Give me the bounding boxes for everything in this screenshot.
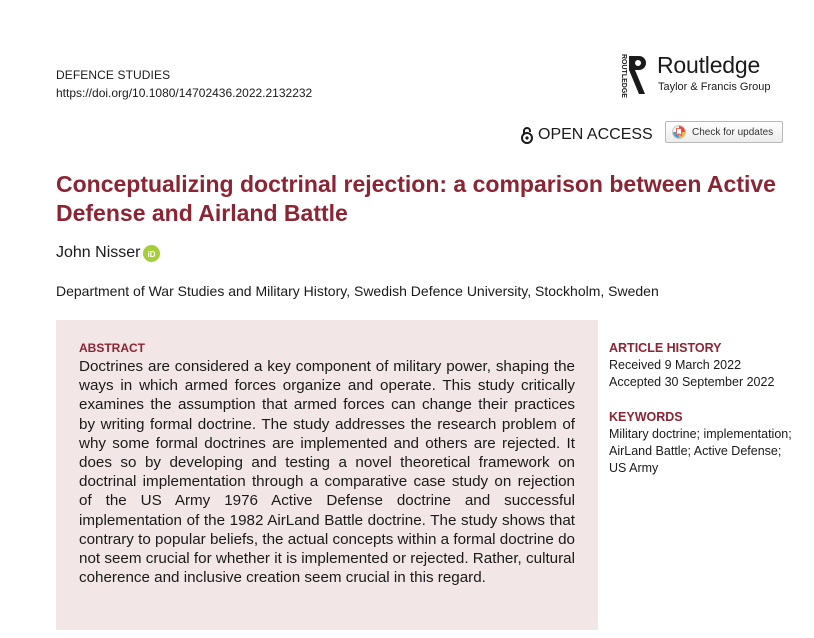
abstract-heading: ABSTRACT: [79, 341, 145, 355]
abstract-text: Doctrines are considered a key component of military power, shaping the ways in which armed forces organize and operate. This study critically examines the assumption that armed forces can change their practices by writing formal doctrine. The study addresses the research problem of why some formal doctrines are implemented and others are rejected. It does so by developing and testing a novel theoretical framework on doctrinal implementation through a comparative case study on rejection of the US Army 1976 Active Defense doctrine and successful implementation of the 1982 AirLand Battle doctrine. The study shows that contrary to popular beliefs, the actual concepts within a formal doctrine do not seem crucial for whether it is implemented or rejected. Rather, cultural coherence and inclusive creation seem crucial in this regard.: [79, 358, 575, 587]
keywords-heading: KEYWORDS: [609, 410, 683, 424]
article-title: Conceptualizing doctrinal rejection: a comparison between Active Defense and Airland Battle: [56, 171, 776, 226]
affiliation: Department of War Studies and Military History, Swedish Defence University, Stockholm, Sweden: [56, 283, 659, 299]
check-for-updates-button[interactable]: [665, 121, 783, 143]
received-date: Received 9 March 2022: [609, 358, 742, 372]
article-sidebar: [609, 340, 799, 477]
publisher-group: Taylor & Francis Group: [658, 81, 771, 93]
doi-link[interactable]: https://doi.org/10.1080/14702436.2022.2132232: [56, 86, 313, 100]
journal-name: DEFENCE STUDIES: [56, 68, 171, 82]
orcid-icon[interactable]: [143, 245, 160, 262]
svg-text:iD: iD: [147, 249, 156, 259]
abstract-box: [56, 320, 598, 630]
open-access-label: [520, 126, 653, 144]
publisher-logo: [615, 52, 795, 100]
keywords-list: Military doctrine; implementation; AirLand Battle; Active Defense; US Army: [609, 427, 792, 475]
check-for-updates-label: Check for updates: [692, 126, 774, 138]
accepted-date: Accepted 30 September 2022: [609, 375, 775, 389]
open-lock-icon: [520, 126, 534, 144]
publisher-name: Routledge: [657, 52, 761, 78]
article-history-heading: ARTICLE HISTORY: [609, 341, 722, 355]
check-updates-icon: [672, 125, 686, 139]
author-line: [56, 244, 160, 262]
author-name[interactable]: John Nisser: [56, 244, 141, 261]
svg-text:ROUTLEDGE: ROUTLEDGE: [620, 54, 627, 98]
open-access-text: OPEN ACCESS: [538, 126, 653, 143]
routledge-badge-icon: [615, 52, 649, 98]
